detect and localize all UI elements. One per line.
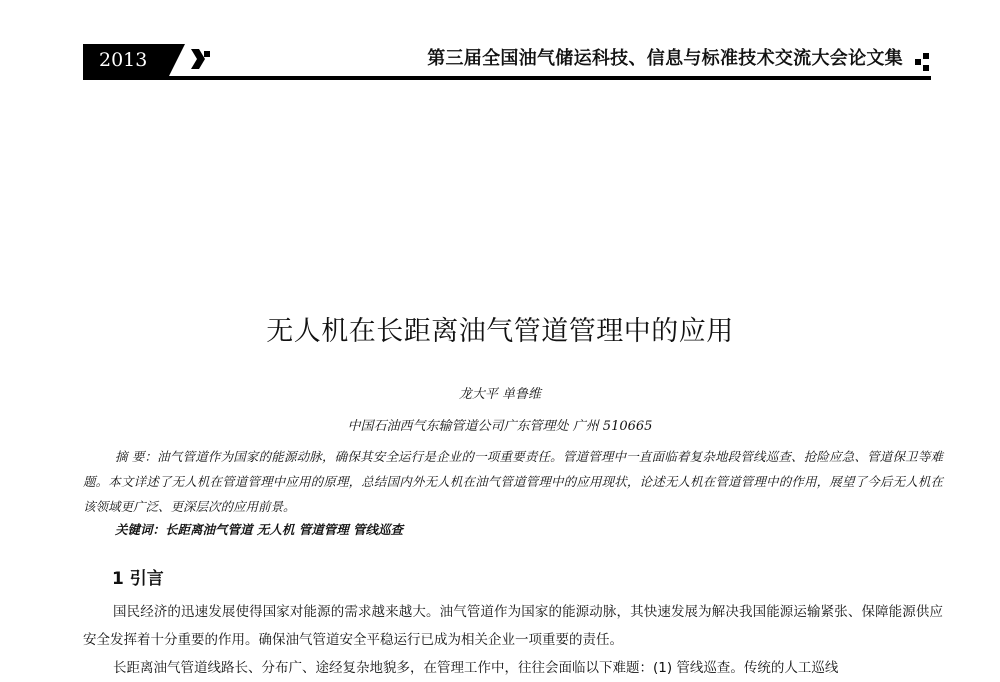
abstract: 摘 要：油气管道作为国家的能源动脉，确保其安全运行是企业的一项重要责任。管道管理中一直面临着复杂地段管线巡查、抢险应急、管道保卫等难题。本文详述了无人机在管道管理中应用的原理，总结国内外无人机在油气管道管理中的应用现状，论述无人机在管道管理中的作用，展望了今后无人机在该领域更广泛、更深层次的应用前景。	[83, 449, 943, 514]
proceedings-title: 第三届全国油气储运科技、信息与标准技术交流大会论文集	[427, 48, 903, 69]
section-heading: 1 引言	[112, 569, 164, 589]
running-header	[83, 44, 931, 80]
keywords: 关键词：长距离油气管道 无人机 管道管理 管线巡查	[115, 522, 404, 537]
section-body	[83, 598, 943, 682]
authors: 龙大平 单鲁维	[458, 387, 542, 402]
header-year: 2013	[83, 44, 169, 76]
corner-marker-icon	[191, 49, 211, 69]
corner-marker-icon	[915, 51, 931, 71]
affiliation: 中国石油西气东输管道公司广东管理处 广州 510665	[347, 419, 653, 434]
paper-title: 无人机在长距离油气管道管理中的应用	[266, 316, 734, 347]
body-paragraph: 长距离油气管道线路长、分布广、途经复杂地貌多，在管理工作中，往往会面临以下难题：(1) 管线巡查。传统的人工巡线	[113, 660, 839, 676]
body-paragraph: 国民经济的迅速发展使得国家对能源的需求越来越大。油气管道作为国家的能源动脉，其快速发展为解决我国能源运输紧张、保障能源供应安全发挥着十分重要的作用。确保油气管道安全平稳运行已成为相关企业一项重要的责任。	[83, 604, 943, 648]
